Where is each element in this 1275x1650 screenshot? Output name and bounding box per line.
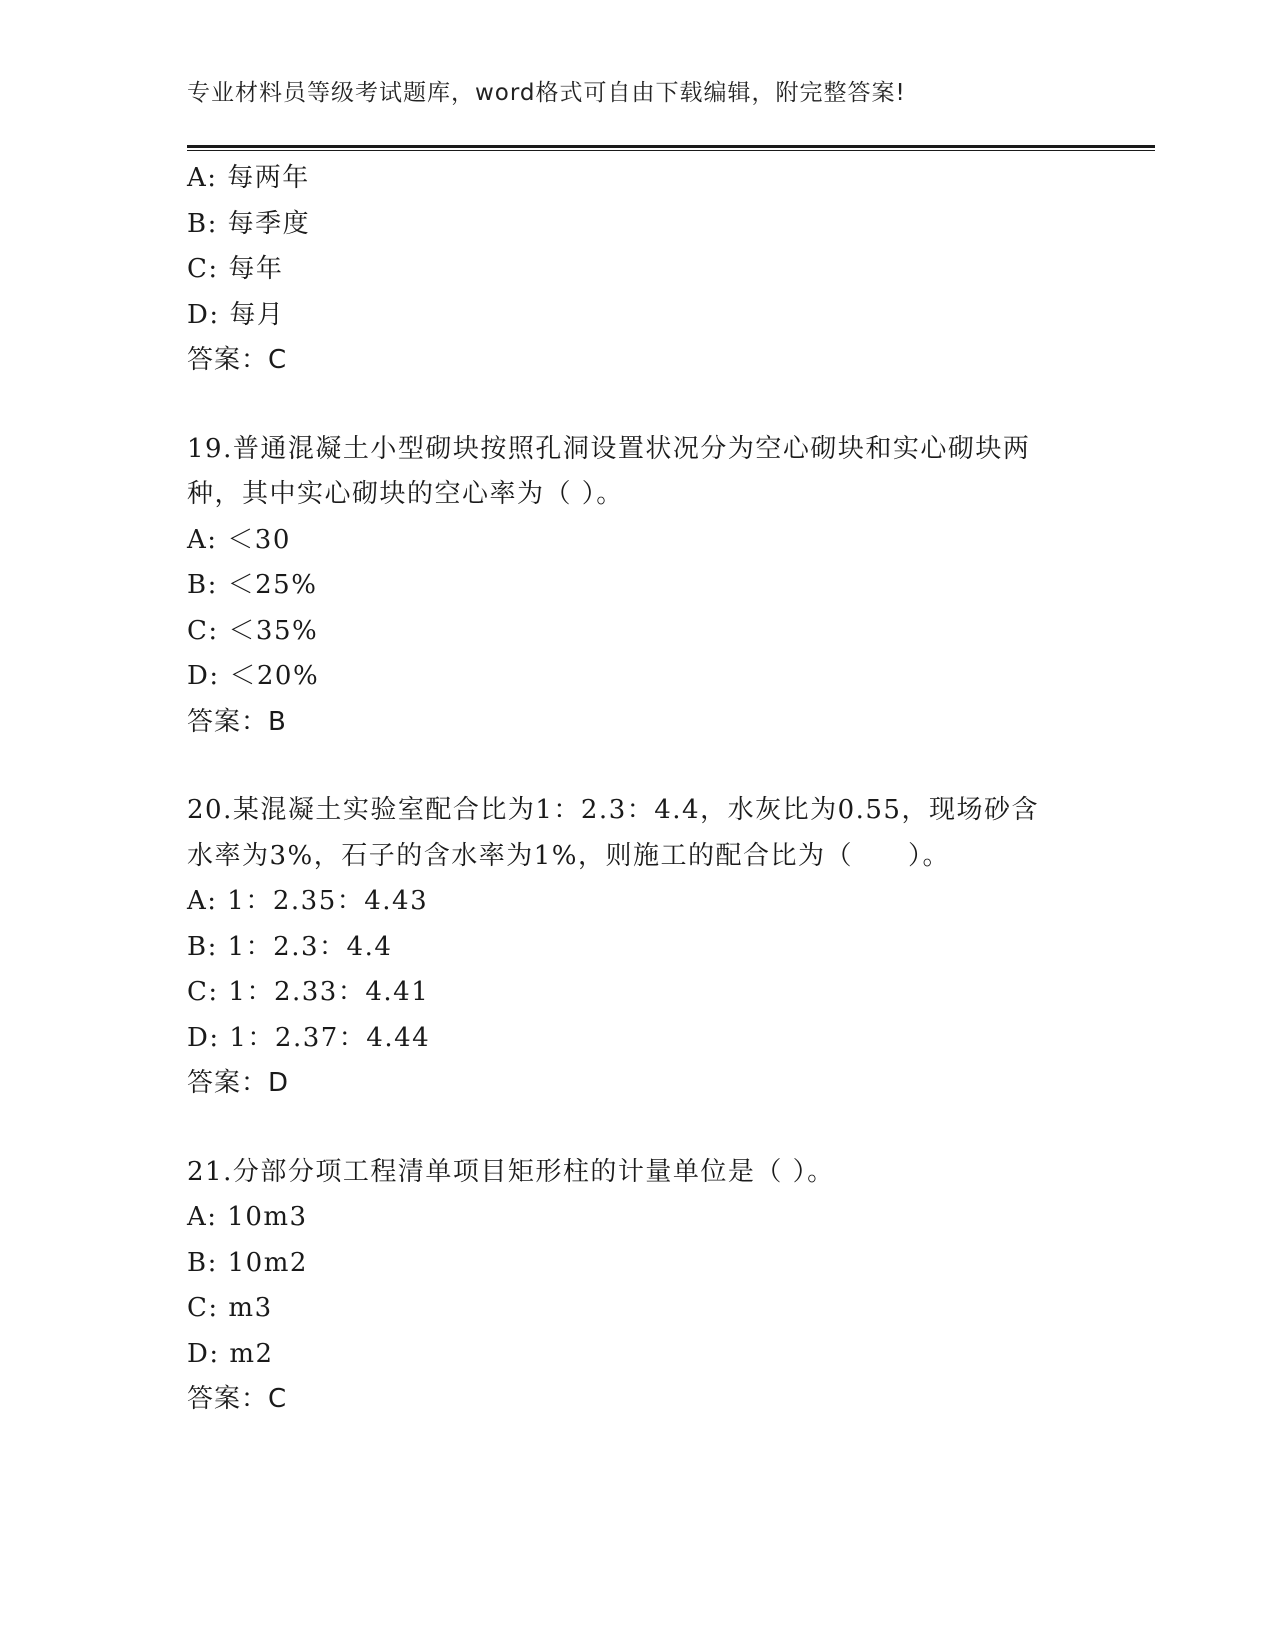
question-block-20 [187, 788, 1087, 1107]
option-d: D: 每月 [187, 299, 285, 330]
option-b: B: 10m2 [187, 1247, 308, 1278]
option-b: B: 1：2.3：4.4 [187, 931, 393, 962]
spacer [187, 745, 1087, 788]
answer: 答案：C [187, 1384, 288, 1414]
question-block-18 [187, 156, 1087, 384]
answer: 答案：D [187, 1068, 290, 1098]
option-a: A: ＜30 [187, 524, 291, 555]
spacer [187, 384, 1087, 427]
option-d: D: m2 [187, 1338, 274, 1369]
option-d: D: 1：2.37：4.44 [187, 1022, 431, 1053]
question-text-line-1: 20.某混凝土实验室配合比为1：2.3：4.4，水灰比为0.55，现场砂含 [187, 795, 1039, 825]
question-text-line-1: 21.分部分项工程清单项目矩形柱的计量单位是（ ）。 [187, 1156, 835, 1187]
question-text-line-2: 种，其中实心砌块的空心率为（ ）。 [187, 479, 624, 509]
spacer [187, 1107, 1087, 1150]
header-divider-thick [187, 145, 1155, 148]
question-block-21 [187, 1150, 1087, 1423]
option-a: A: 10m3 [187, 1202, 308, 1232]
option-c: C: ＜35% [187, 615, 319, 646]
option-c: C: m3 [187, 1293, 273, 1323]
option-c: C: 每年 [187, 254, 284, 284]
option-b: B: ＜25% [187, 570, 318, 600]
question-text-line-1: 19.普通混凝土小型砌块按照孔洞设置状况分为空心砌块和实心砌块两 [187, 433, 1031, 464]
option-d: D: ＜20% [187, 661, 320, 691]
header-divider-thin [187, 150, 1155, 151]
answer: 答案：C [187, 345, 288, 375]
question-text-line-2: 水率为3%，石子的含水率为1%，则施工的配合比为（ ）。 [187, 840, 950, 871]
answer: 答案：B [187, 706, 287, 737]
option-b: B: 每季度 [187, 208, 311, 239]
question-block-19 [187, 427, 1087, 746]
option-a: A: 每两年 [187, 163, 310, 193]
question-list [187, 156, 1087, 1423]
option-c: C: 1：2.33：4.41 [187, 977, 430, 1007]
option-a: A: 1：2.35：4.43 [187, 886, 429, 916]
page-header: 专业材料员等级考试题库，word格式可自由下载编辑，附完整答案! [187, 80, 906, 106]
